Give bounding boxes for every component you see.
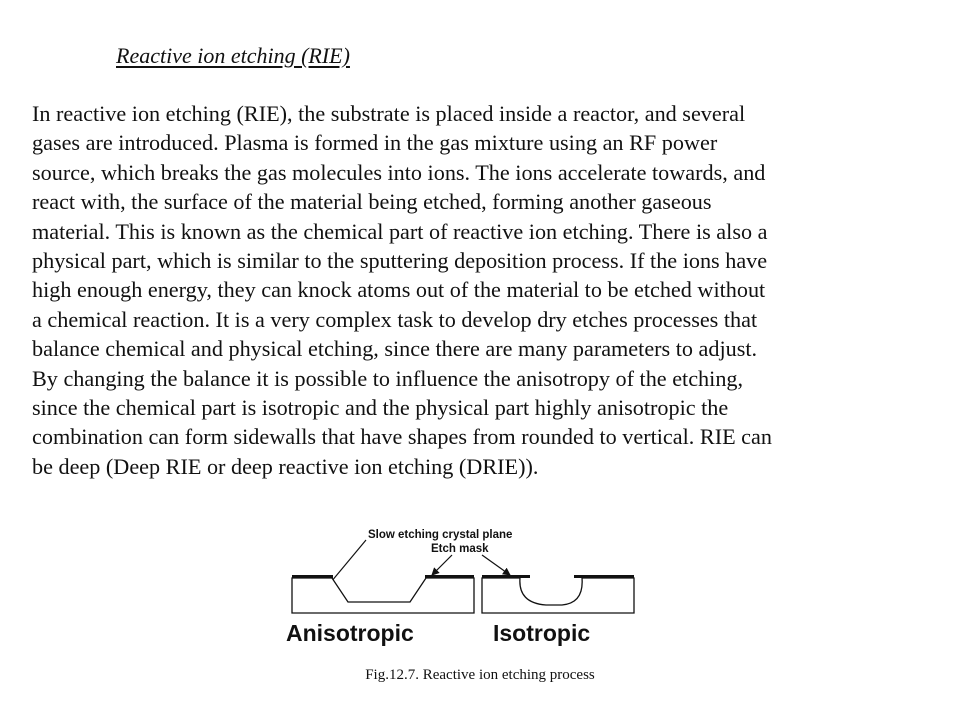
arrow-to-anisotropic-mask	[432, 555, 452, 575]
etching-diagram	[284, 521, 644, 651]
figure-caption: Fig.12.7. Reactive ion etching process	[365, 667, 595, 683]
label-etch-mask: Etch mask	[431, 543, 489, 555]
label-isotropic: Isotropic	[493, 620, 591, 646]
anisotropic-substrate	[292, 578, 474, 613]
slide-title: Reactive ion etching (RIE)	[116, 43, 350, 68]
label-anisotropic: Anisotropic	[286, 620, 414, 646]
label-slow-etching-plane: Slow etching crystal plane	[368, 529, 513, 541]
body-paragraph: In reactive ion etching (RIE), the substrate is placed inside a reactor, and several gases are introduced. Plasma is formed in the gas mixture using an RF power source, which breaks the gas molecules into ions. The ions accelerate towards, and react with, the surface of the material being etched, forming another gaseous material. This is known as the chemical part of reactive ion etching. There is also a physical part, which is similar to the sputtering deposition process. If the ions have high enough energy, they can knock atoms out of the material to be etched without a chemical reaction. It is a very complex task to develop dry etches processes that balance chemical and physical etching, since there are many parameters to adjust. By changing the balance it is possible to influence the anisotropy of the etching, since the chemical part is isotropic and the physical part highly anisotropic the combination can form sidewalls that have shapes from rounded to vertical. RIE can be deep (Deep RIE or deep reactive ion etching (DRIE)).	[32, 101, 772, 479]
isotropic-substrate	[482, 578, 634, 613]
arrow-to-isotropic-mask	[482, 555, 510, 575]
